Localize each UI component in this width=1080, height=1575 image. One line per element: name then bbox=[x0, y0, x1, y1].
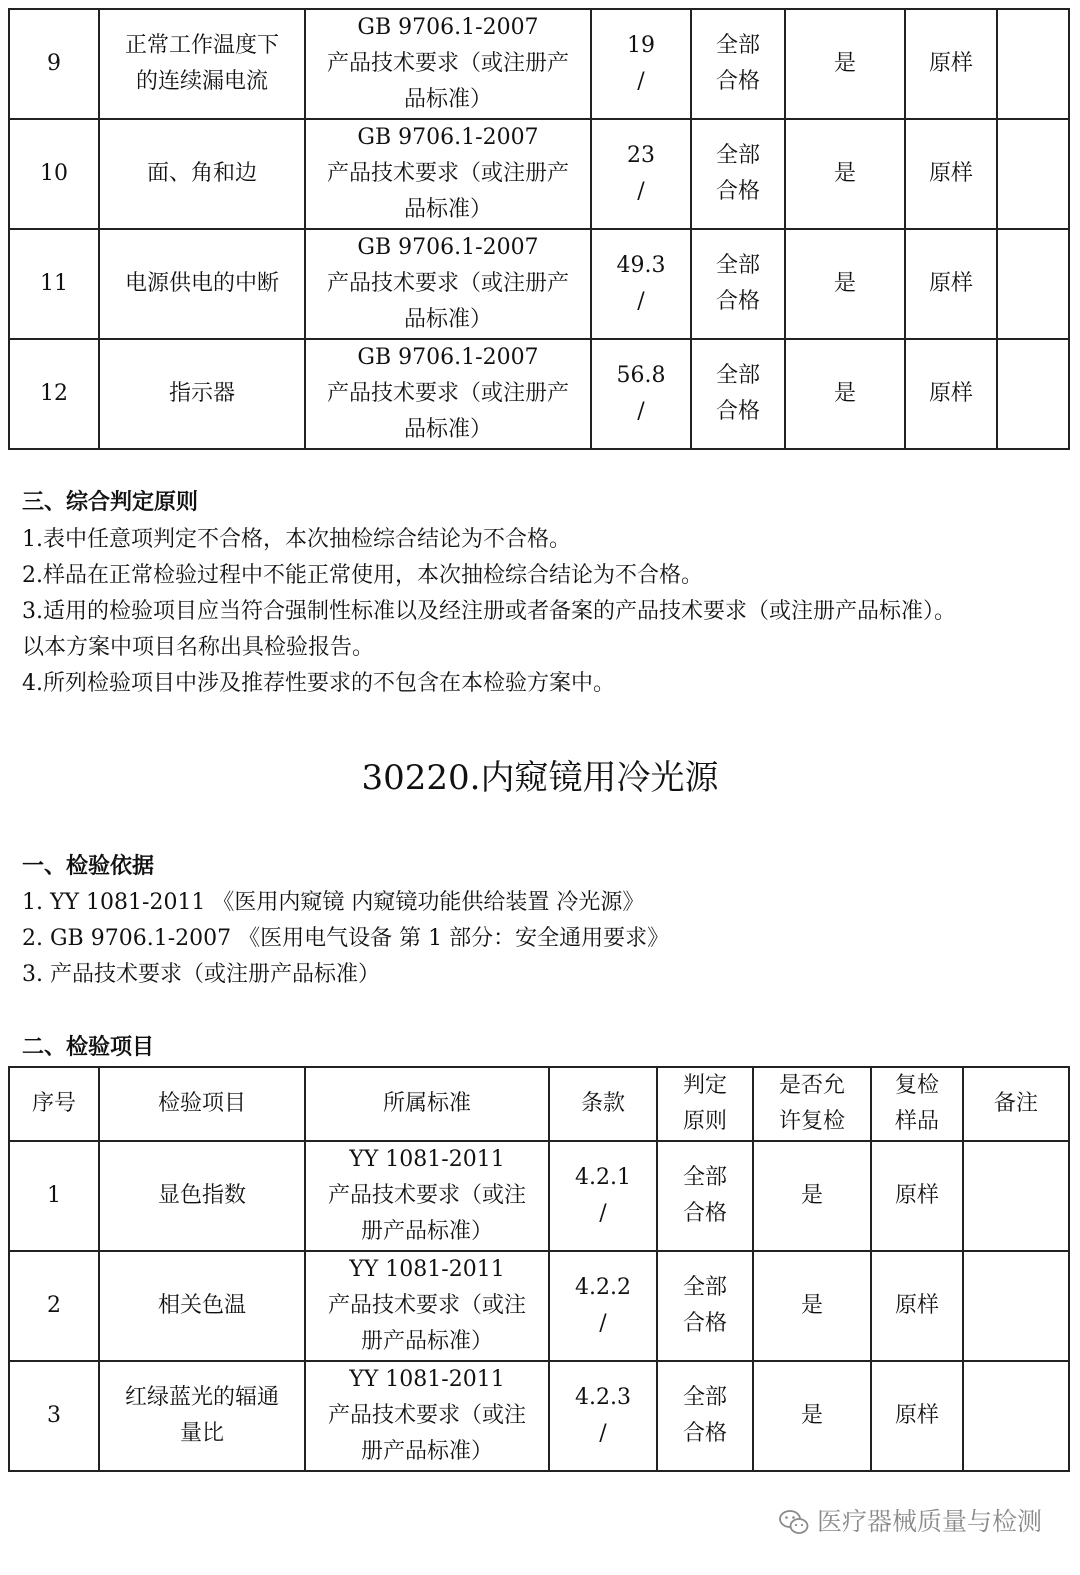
cell-line: 册产品标准） bbox=[360, 1219, 493, 1244]
cell-clause bbox=[549, 1251, 657, 1361]
section3-line: 2.样品在正常检验过程中不能正常使用，本次抽检综合结论为不合格。 bbox=[22, 563, 703, 588]
cell-clause bbox=[591, 339, 691, 449]
cell-line: / bbox=[637, 69, 645, 94]
cell-line: 产品技术要求（或注册产 bbox=[326, 271, 569, 296]
cell-item bbox=[99, 9, 305, 119]
top-inspection-table bbox=[8, 8, 1070, 450]
cell-number: 9 bbox=[9, 9, 99, 119]
cell-remark bbox=[997, 339, 1069, 449]
cell-judgement bbox=[657, 1141, 753, 1251]
cell-line: GB 9706.1-2007 bbox=[357, 15, 539, 40]
cell-clause bbox=[549, 1361, 657, 1471]
cell-line: 4.2.1 bbox=[575, 1165, 631, 1190]
cell-line: 备注 bbox=[993, 1091, 1038, 1116]
cell-judgement bbox=[691, 9, 785, 119]
cell-line: 原则 bbox=[682, 1109, 727, 1134]
cell-line: 56.8 bbox=[616, 363, 666, 388]
cell-recheck-sample: 原样 bbox=[871, 1251, 963, 1361]
cell-recheck-sample: 原样 bbox=[905, 339, 997, 449]
cell-line: / bbox=[599, 1311, 607, 1336]
cell-recheck: 是 bbox=[753, 1361, 871, 1471]
cell-line: 相关色温 bbox=[157, 1293, 246, 1318]
cell-line: 合格 bbox=[715, 69, 760, 94]
cell-line: 复检 bbox=[894, 1073, 939, 1098]
cell-judgement bbox=[657, 1361, 753, 1471]
cell-line: 序号 bbox=[31, 1091, 76, 1116]
wechat-icon bbox=[779, 1509, 809, 1535]
cell-item bbox=[99, 339, 305, 449]
column-header bbox=[9, 1067, 99, 1141]
section3-line: 4.所列检验项目中涉及推荐性要求的不包含在本检验方案中。 bbox=[22, 671, 615, 696]
basis-heading: 一、检验依据 bbox=[22, 854, 155, 879]
cell-line: 面、角和边 bbox=[146, 161, 257, 186]
document-title: 30220.内窥镜用冷光源 bbox=[361, 758, 719, 798]
cell-line: GB 9706.1-2007 bbox=[357, 345, 539, 370]
cell-line: 合格 bbox=[715, 289, 760, 314]
cell-judgement bbox=[691, 119, 785, 229]
cell-line: 的连续漏电流 bbox=[135, 69, 268, 94]
cell-clause bbox=[591, 229, 691, 339]
cell-item bbox=[99, 229, 305, 339]
cell-judgement bbox=[691, 229, 785, 339]
cell-standard bbox=[305, 1141, 549, 1251]
cell-line: 电源供电的中断 bbox=[124, 271, 279, 296]
cell-line: 所属标准 bbox=[382, 1091, 471, 1116]
cell-line: 产品技术要求（或注册产 bbox=[326, 51, 569, 76]
cell-number: 1 bbox=[9, 1141, 99, 1251]
cell-number: 2 bbox=[9, 1251, 99, 1361]
column-header bbox=[99, 1067, 305, 1141]
cell-line: 品标准） bbox=[403, 87, 492, 112]
cell-line: 全部 bbox=[682, 1275, 727, 1300]
cell-line: 样品 bbox=[894, 1109, 939, 1134]
cell-standard bbox=[305, 1251, 549, 1361]
cell-line: 产品技术要求（或注 bbox=[327, 1183, 526, 1208]
cell-recheck-sample: 原样 bbox=[871, 1141, 963, 1251]
cell-line: 许复检 bbox=[778, 1109, 845, 1134]
cell-item bbox=[99, 1141, 305, 1251]
cell-line: 量比 bbox=[179, 1421, 224, 1446]
table-row bbox=[9, 229, 1069, 339]
cell-line: 册产品标准） bbox=[360, 1329, 493, 1354]
column-header bbox=[871, 1067, 963, 1141]
cell-line: 品标准） bbox=[403, 307, 492, 332]
section3-line: 1.表中任意项判定不合格，本次抽检综合结论为不合格。 bbox=[22, 527, 571, 552]
cell-recheck: 是 bbox=[785, 9, 905, 119]
cell-item bbox=[99, 119, 305, 229]
cell-remark bbox=[963, 1361, 1069, 1471]
cell-line: 全部 bbox=[682, 1165, 727, 1190]
cell-line: 合格 bbox=[682, 1421, 727, 1446]
column-header bbox=[657, 1067, 753, 1141]
cell-line: 显色指数 bbox=[157, 1183, 246, 1208]
cell-line: 产品技术要求（或注册产 bbox=[326, 381, 569, 406]
section3-line: 3.适用的检验项目应当符合强制性标准以及经注册或者备案的产品技术要求（或注册产品标准）。 bbox=[22, 599, 956, 624]
cell-standard bbox=[305, 1361, 549, 1471]
cell-standard bbox=[305, 339, 591, 449]
cell-recheck: 是 bbox=[753, 1251, 871, 1361]
cell-line: / bbox=[599, 1421, 607, 1446]
cell-line: 品标准） bbox=[403, 197, 492, 222]
cell-line: 正常工作温度下 bbox=[124, 33, 279, 58]
cell-line: YY 1081-2011 bbox=[349, 1367, 505, 1392]
cell-clause bbox=[549, 1141, 657, 1251]
cell-line: / bbox=[637, 399, 645, 424]
cell-line: 产品技术要求（或注 bbox=[327, 1403, 526, 1428]
table-row bbox=[9, 119, 1069, 229]
cell-clause bbox=[591, 9, 691, 119]
cell-line: 4.2.2 bbox=[575, 1275, 631, 1300]
cell-line: 合格 bbox=[682, 1311, 727, 1336]
cell-remark bbox=[963, 1251, 1069, 1361]
cell-line: 合格 bbox=[715, 179, 760, 204]
cell-line: 红绿蓝光的辐通 bbox=[124, 1385, 279, 1410]
cell-line: 全部 bbox=[715, 33, 760, 58]
cell-line: 产品技术要求（或注 bbox=[327, 1293, 526, 1318]
cell-line: 条款 bbox=[580, 1091, 625, 1116]
cell-line: 49.3 bbox=[616, 253, 666, 278]
cell-line: 是否允 bbox=[778, 1073, 845, 1098]
cell-line: 产品技术要求（或注册产 bbox=[326, 161, 569, 186]
cell-remark bbox=[997, 9, 1069, 119]
cell-line: / bbox=[637, 289, 645, 314]
table-row bbox=[9, 9, 1069, 119]
basis-line: 2. GB 9706.1-2007 《医用电气设备 第 1 部分：安全通用要求》 bbox=[22, 926, 670, 951]
bottom-inspection-table bbox=[8, 1066, 1070, 1472]
cell-line: / bbox=[637, 179, 645, 204]
cell-line: GB 9706.1-2007 bbox=[357, 235, 539, 260]
basis-line: 3. 产品技术要求（或注册产品标准） bbox=[22, 962, 380, 987]
column-header bbox=[963, 1067, 1069, 1141]
cell-recheck: 是 bbox=[753, 1141, 871, 1251]
cell-line: 检验项目 bbox=[157, 1091, 246, 1116]
section3-line: 以本方案中项目名称出具检验报告。 bbox=[22, 635, 375, 660]
cell-judgement bbox=[691, 339, 785, 449]
cell-line: 册产品标准） bbox=[360, 1439, 493, 1464]
cell-line: GB 9706.1-2007 bbox=[357, 125, 539, 150]
column-header bbox=[753, 1067, 871, 1141]
column-header bbox=[305, 1067, 549, 1141]
cell-remark bbox=[997, 119, 1069, 229]
cell-item bbox=[99, 1251, 305, 1361]
cell-line: YY 1081-2011 bbox=[349, 1257, 505, 1282]
cell-line: YY 1081-2011 bbox=[349, 1147, 505, 1172]
cell-remark bbox=[963, 1141, 1069, 1251]
cell-recheck-sample: 原样 bbox=[905, 229, 997, 339]
cell-recheck-sample: 原样 bbox=[871, 1361, 963, 1471]
table-row bbox=[9, 339, 1069, 449]
cell-line: 全部 bbox=[682, 1385, 727, 1410]
cell-line: 品标准） bbox=[403, 417, 492, 442]
cell-line: 19 bbox=[627, 33, 655, 58]
watermark-text: 医疗器械质量与检测 bbox=[816, 1507, 1042, 1536]
cell-standard bbox=[305, 9, 591, 119]
cell-item bbox=[99, 1361, 305, 1471]
cell-remark bbox=[997, 229, 1069, 339]
bottom-table-header bbox=[9, 1067, 1069, 1141]
cell-line: 全部 bbox=[715, 143, 760, 168]
cell-line: / bbox=[599, 1201, 607, 1226]
cell-recheck-sample: 原样 bbox=[905, 9, 997, 119]
top-table-body bbox=[9, 9, 1069, 449]
cell-recheck: 是 bbox=[785, 339, 905, 449]
table-row bbox=[9, 1251, 1069, 1361]
section3-heading: 三、综合判定原则 bbox=[22, 490, 199, 515]
cell-line: 合格 bbox=[682, 1201, 727, 1226]
table-row bbox=[9, 1361, 1069, 1471]
cell-clause bbox=[591, 119, 691, 229]
cell-number: 10 bbox=[9, 119, 99, 229]
items-heading: 二、检验项目 bbox=[22, 1035, 155, 1060]
column-header bbox=[549, 1067, 657, 1141]
cell-recheck-sample: 原样 bbox=[905, 119, 997, 229]
cell-line: 23 bbox=[627, 143, 655, 168]
bottom-table-body bbox=[9, 1141, 1069, 1471]
cell-line: 合格 bbox=[715, 399, 760, 424]
basis-line: 1. YY 1081-2011 《医用内窥镜 内窥镜功能供给装置 冷光源》 bbox=[22, 890, 645, 915]
table-row bbox=[9, 1141, 1069, 1251]
cell-number: 3 bbox=[9, 1361, 99, 1471]
cell-line: 4.2.3 bbox=[575, 1385, 631, 1410]
cell-recheck: 是 bbox=[785, 229, 905, 339]
cell-line: 全部 bbox=[715, 363, 760, 388]
cell-line: 指示器 bbox=[168, 381, 235, 406]
cell-standard bbox=[305, 119, 591, 229]
cell-judgement bbox=[657, 1251, 753, 1361]
cell-standard bbox=[305, 229, 591, 339]
cell-line: 判定 bbox=[682, 1073, 727, 1098]
cell-number: 12 bbox=[9, 339, 99, 449]
cell-recheck: 是 bbox=[785, 119, 905, 229]
watermark bbox=[779, 1506, 1042, 1538]
cell-number: 11 bbox=[9, 229, 99, 339]
cell-line: 全部 bbox=[715, 253, 760, 278]
